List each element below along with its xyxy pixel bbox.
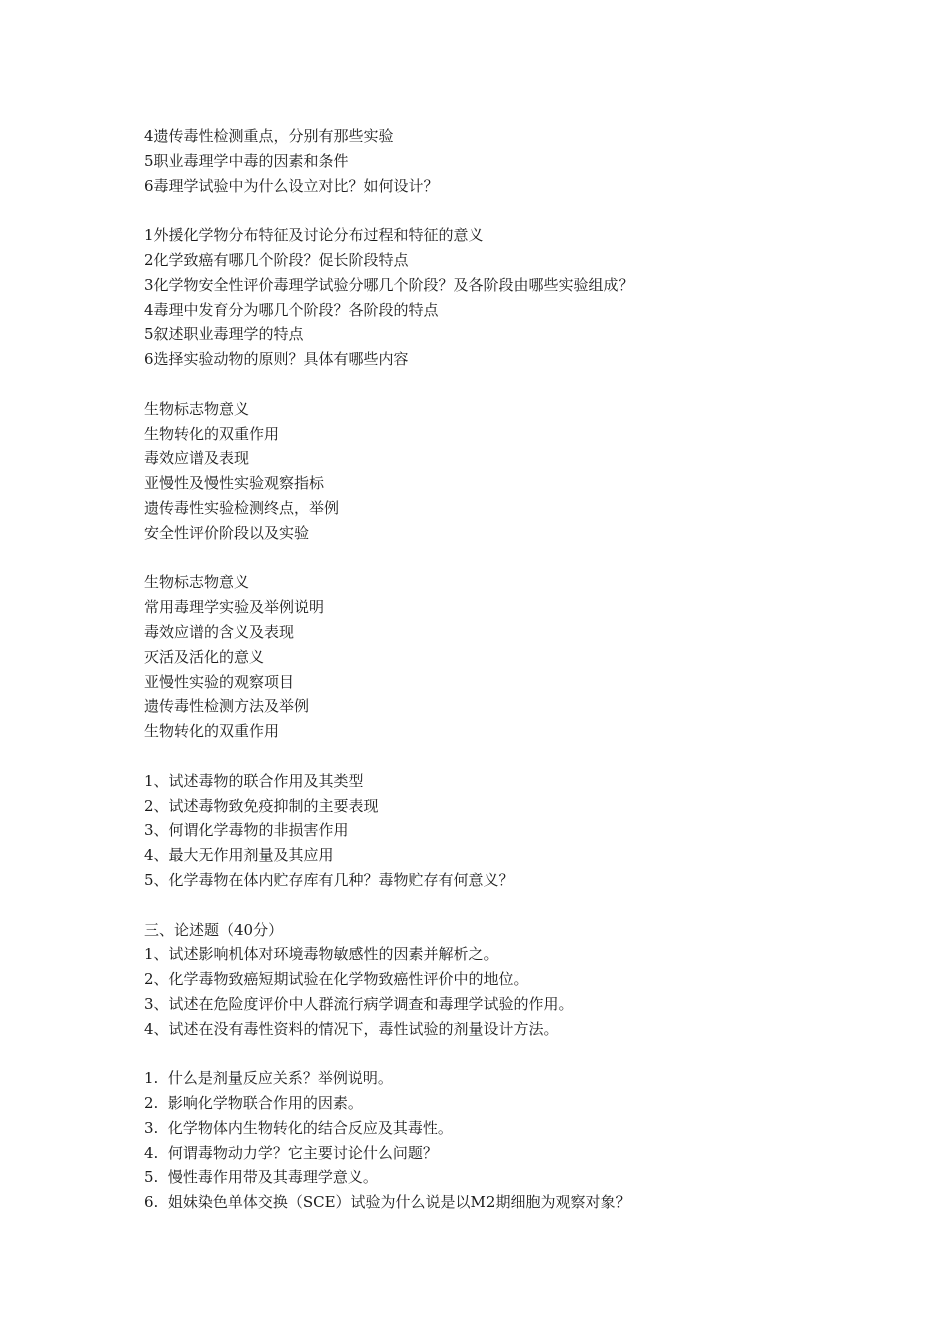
question-line: 生物转化的双重作用 [144, 722, 280, 741]
question-line: 1外援化学物分布特征及讨论分布过程和特征的意义 [144, 226, 484, 245]
essay-question-group [144, 918, 904, 1042]
question-line: 生物标志物意义 [144, 573, 250, 592]
question-group-2 [144, 223, 904, 372]
question-line: 3、何谓化学毒物的非损害作用 [144, 821, 349, 840]
question-line: 遗传毒性检测方法及举例 [144, 697, 310, 716]
question-line: 3、试述在危险度评价中人群流行病学调查和毒理学试验的作用。 [144, 994, 574, 1013]
question-line: 生物标志物意义 [144, 399, 250, 418]
question-group-7 [144, 1066, 904, 1215]
question-line: 毒效应谱及表现 [144, 449, 250, 468]
question-line: 生物转化的双重作用 [144, 424, 280, 443]
question-line: 2化学致癌有哪几个阶段？促长阶段特点 [144, 250, 409, 269]
question-line: 3. 化学物体内生物转化的结合反应及其毒性。 [144, 1118, 453, 1137]
question-line: 2. 影响化学物联合作用的因素。 [144, 1094, 363, 1113]
question-group-3 [144, 397, 904, 546]
question-line: 2、化学毒物致癌短期试验在化学物致癌性评价中的地位。 [144, 970, 529, 989]
question-line: 6. 姐妹染色单体交换（SCE）试验为什么说是以M2期细胞为观察对象？ [144, 1193, 631, 1212]
question-line: 5、化学毒物在体内贮存库有几种？毒物贮存有何意义？ [144, 870, 514, 889]
question-line: 3化学物安全性评价毒理学试验分哪几个阶段？及各阶段由哪些实验组成？ [144, 275, 634, 294]
question-line: 4遗传毒性检测重点，分别有那些实验 [144, 127, 394, 145]
question-line: 5. 慢性毒作用带及其毒理学意义。 [144, 1168, 378, 1187]
question-line: 6毒理学试验中为什么设立对比？如何设计？ [144, 176, 439, 195]
question-line: 遗传毒性实验检测终点，举例 [144, 498, 340, 517]
question-line: 5叙述职业毒理学的特点 [144, 325, 304, 344]
question-line: 毒效应谱的含义及表现 [144, 622, 295, 641]
document-page [144, 124, 904, 1240]
section-heading: 三、论述题（40分） [144, 920, 284, 939]
question-line: 亚慢性及慢性实验观察指标 [144, 474, 325, 493]
question-line: 4、最大无作用剂量及其应用 [144, 846, 334, 865]
question-line: 1、试述毒物的联合作用及其类型 [144, 771, 364, 790]
question-line: 5职业毒理学中毒的因素和条件 [144, 151, 349, 170]
question-line: 1、试述影响机体对环境毒物敏感性的因素并解析之。 [144, 945, 499, 964]
question-line: 1. 什么是剂量反应关系？举例说明。 [144, 1069, 393, 1088]
question-line: 灭活及活化的意义 [144, 647, 265, 666]
question-line: 亚慢性实验的观察项目 [144, 672, 295, 691]
question-line: 常用毒理学实验及举例说明 [144, 598, 325, 617]
question-line: 安全性评价阶段以及实验 [144, 523, 310, 542]
question-group-4 [144, 570, 904, 744]
question-line: 2、试述毒物致免疫抑制的主要表现 [144, 796, 379, 815]
question-line: 4毒理中发育分为哪几个阶段？各阶段的特点 [144, 300, 439, 319]
question-line: 4. 何谓毒物动力学？它主要讨论什么问题？ [144, 1143, 438, 1162]
question-line: 6选择实验动物的原则？具体有哪些内容 [144, 350, 409, 369]
question-line: 4、试述在没有毒性资料的情况下，毒性试验的剂量设计方法。 [144, 1019, 559, 1038]
question-group-1 [144, 124, 904, 198]
question-group-5 [144, 769, 904, 893]
